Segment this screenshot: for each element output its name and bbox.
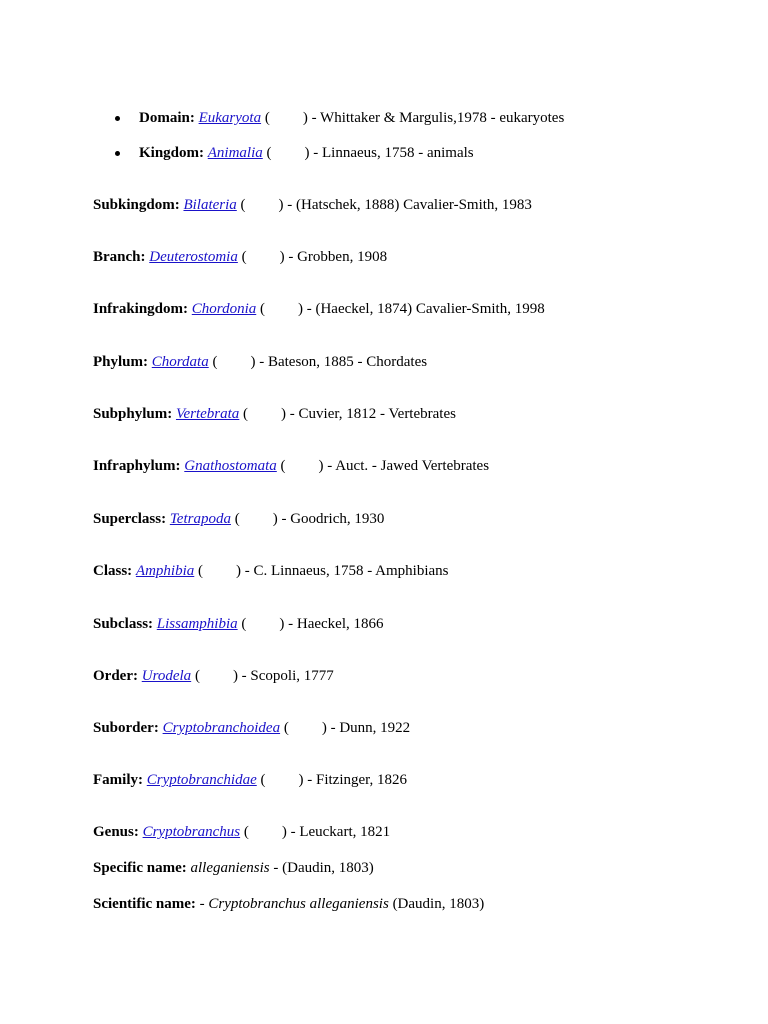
rank-label: Subphylum: xyxy=(93,406,173,422)
taxon-link-cryptobranchidae[interactable]: Cryptobranchidae xyxy=(146,772,257,788)
taxon-link-lissamphibia[interactable]: Lissamphibia xyxy=(156,616,238,632)
rank-label: Superclass: xyxy=(93,511,167,527)
authority-text: ) - Auct. - Jawed Vertebrates xyxy=(318,458,490,474)
taxon-link-cryptobranchus[interactable]: Cryptobranchus xyxy=(142,824,241,840)
authority-text: ) - Scopoli, 1777 xyxy=(232,668,334,684)
order-line: Order: Urodela ( ) - Scopoli, 1777 xyxy=(93,668,334,684)
authority-text: ) - (Haeckel, 1874) Cavalier-Smith, 1998 xyxy=(297,301,545,317)
bullet-icon xyxy=(115,151,120,156)
authority-text: ) - (Hatschek, 1888) Cavalier-Smith, 1983 xyxy=(278,197,532,213)
taxon-link-deuterostomia[interactable]: Deuterostomia xyxy=(149,249,238,265)
authority-text: ) - Fitzinger, 1826 xyxy=(298,772,408,788)
taxon-link-eukaryota[interactable]: Eukaryota xyxy=(198,110,262,126)
taxon-link-tetrapoda[interactable]: Tetrapoda xyxy=(169,511,231,527)
authority-text: ) - Haeckel, 1866 xyxy=(279,616,384,632)
rank-label: Infraphylum: xyxy=(93,458,181,474)
superclass-line: Superclass: Tetrapoda ( ) - Goodrich, 1930 xyxy=(93,511,385,527)
subphylum-line: Subphylum: Vertebrata ( ) - Cuvier, 1812 - Vertebrates xyxy=(93,406,456,422)
rank-label: Family: xyxy=(93,772,143,788)
authority-text: ) - Whittaker & Margulis,1978 - eukaryotes xyxy=(302,110,565,126)
authority-text: ) - Grobben, 1908 xyxy=(279,249,388,265)
authority-text: (Daudin, 1803) xyxy=(388,896,485,912)
specific-name-line xyxy=(93,859,374,877)
taxon-link-vertebrata[interactable]: Vertebrata xyxy=(175,406,240,422)
authority-text: ) - Dunn, 1922 xyxy=(321,720,411,736)
rank-label: Infrakingdom: xyxy=(93,301,189,317)
infrakingdom-line: Infrakingdom: Chordonia ( ) - (Haeckel, 1874) Cavalier-Smith, 1998 xyxy=(93,301,545,317)
specific-name-label: Specific name: xyxy=(93,860,187,876)
family-line: Family: Cryptobranchidae ( ) - Fitzinger, 1826 xyxy=(93,772,408,788)
authority-text: ) - Linnaeus, 1758 - animals xyxy=(304,145,474,161)
taxon-link-amphibia[interactable]: Amphibia xyxy=(135,563,195,579)
rank-label: Order: xyxy=(93,668,138,684)
infraphylum-line: Infraphylum: Gnathostomata ( ) - Auct. - Jawed Vertebrates xyxy=(93,458,490,474)
scientific-name-line: Scientific name: - Cryptobranchus alleganiensis (Daudin, 1803) xyxy=(93,896,485,912)
bullet-icon xyxy=(115,116,120,121)
suborder-line: Suborder: Cryptobranchoidea ( ) - Dunn, 1922 xyxy=(93,720,411,736)
authority-text: - (Daudin, 1803) xyxy=(269,860,374,876)
rank-label: Suborder: xyxy=(93,720,159,736)
rank-label: Class: xyxy=(93,563,133,579)
rank-label: Branch: xyxy=(93,249,146,265)
rank-label: Subclass: xyxy=(93,616,154,632)
genus-line: Genus: Cryptobranchus ( ) - Leuckart, 1821 xyxy=(93,824,391,840)
taxon-link-animalia[interactable]: Animalia xyxy=(207,145,263,161)
scientific-name-label: Scientific name: xyxy=(93,896,196,912)
authority-text: ) - Goodrich, 1930 xyxy=(272,511,385,527)
specific-epithet: alleganiensis xyxy=(190,860,270,876)
subkingdom-line: Subkingdom: Bilateria ( ) - (Hatschek, 1888) Cavalier-Smith, 1983 xyxy=(93,197,532,213)
kingdom-line: Kingdom: Animalia ( ) - Linnaeus, 1758 - animals xyxy=(139,145,474,161)
rank-label: Phylum: xyxy=(93,354,149,370)
taxon-link-bilateria[interactable]: Bilateria xyxy=(183,197,237,213)
taxon-link-chordata[interactable]: Chordata xyxy=(151,354,209,370)
authority-text: ) - Bateson, 1885 - Chordates xyxy=(250,354,428,370)
rank-label: Subkingdom: xyxy=(93,197,180,213)
binomial-name: Cryptobranchus alleganiensis xyxy=(208,896,389,912)
authority-text: ) - Leuckart, 1821 xyxy=(281,824,391,840)
authority-text: ) - C. Linnaeus, 1758 - Amphibians xyxy=(236,563,449,579)
taxon-link-urodela[interactable]: Urodela xyxy=(141,668,192,684)
rank-label: Domain: xyxy=(139,110,195,126)
taxon-link-gnathostomata[interactable]: Gnathostomata xyxy=(184,458,277,474)
rank-label: Genus: xyxy=(93,824,139,840)
authority-text: ) - Cuvier, 1812 - Vertebrates xyxy=(281,406,456,422)
rank-label: Kingdom: xyxy=(139,145,205,161)
taxon-link-cryptobranchoidea[interactable]: Cryptobranchoidea xyxy=(162,720,281,736)
subclass-line: Subclass: Lissamphibia ( ) - Haeckel, 1866 xyxy=(93,616,384,632)
domain-line: Domain: Eukaryota ( ) - Whittaker & Margulis,1978 - eukaryotes xyxy=(139,110,565,126)
class-line: Class: Amphibia ( ) - C. Linnaeus, 1758 - Amphibians xyxy=(93,563,449,579)
phylum-line: Phylum: Chordata ( ) - Bateson, 1885 - Chordates xyxy=(93,354,428,370)
branch-line: Branch: Deuterostomia ( ) - Grobben, 1908 xyxy=(93,249,388,265)
taxon-link-chordonia[interactable]: Chordonia xyxy=(191,301,257,317)
